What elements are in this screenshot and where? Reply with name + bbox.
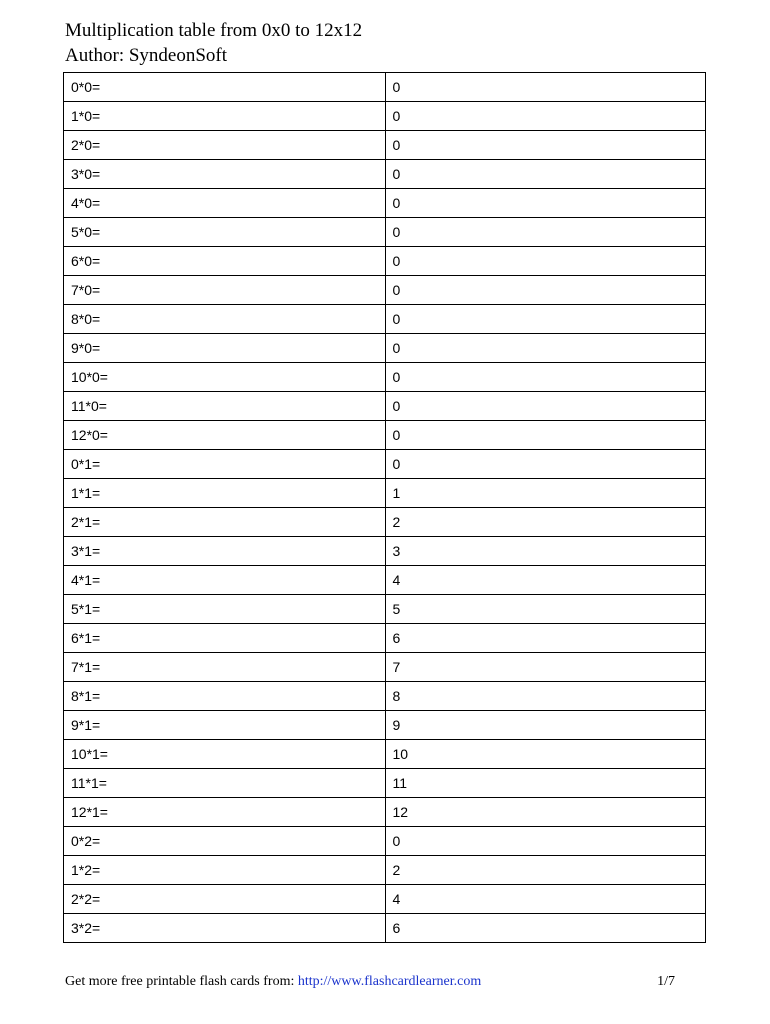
table-row xyxy=(64,160,706,189)
expression-cell: 11*1= xyxy=(64,769,386,798)
expression-cell: 4*0= xyxy=(64,189,386,218)
result-cell: 0 xyxy=(385,421,705,450)
expression-cell: 10*0= xyxy=(64,363,386,392)
table-row xyxy=(64,740,706,769)
footer-text: Get more free printable flash cards from: xyxy=(65,974,298,989)
result-cell: 8 xyxy=(385,682,705,711)
result-cell: 0 xyxy=(385,189,705,218)
table-row xyxy=(64,624,706,653)
table-row xyxy=(64,595,706,624)
result-cell: 0 xyxy=(385,73,705,102)
expression-cell: 5*0= xyxy=(64,218,386,247)
table-row xyxy=(64,421,706,450)
expression-cell: 0*0= xyxy=(64,73,386,102)
result-cell: 0 xyxy=(385,276,705,305)
table-row xyxy=(64,334,706,363)
table-row xyxy=(64,653,706,682)
expression-cell: 11*0= xyxy=(64,392,386,421)
expression-cell: 12*0= xyxy=(64,421,386,450)
expression-cell: 8*1= xyxy=(64,682,386,711)
result-cell: 7 xyxy=(385,653,705,682)
table-row xyxy=(64,218,706,247)
expression-cell: 0*1= xyxy=(64,450,386,479)
expression-cell: 7*0= xyxy=(64,276,386,305)
result-cell: 0 xyxy=(385,218,705,247)
expression-cell: 6*0= xyxy=(64,247,386,276)
expression-cell: 10*1= xyxy=(64,740,386,769)
table-row xyxy=(64,711,706,740)
footer-link[interactable]: http://www.flashcardlearner.com xyxy=(297,974,482,989)
table-row xyxy=(64,102,706,131)
table-row xyxy=(64,885,706,914)
table-row xyxy=(64,131,706,160)
document-author: Author: SyndeonSoft xyxy=(65,45,228,66)
result-cell: 0 xyxy=(385,392,705,421)
table-row xyxy=(64,247,706,276)
table-row xyxy=(64,305,706,334)
result-cell: 2 xyxy=(385,508,705,537)
table-row xyxy=(64,856,706,885)
multiplication-table xyxy=(63,72,706,943)
result-cell: 0 xyxy=(385,305,705,334)
expression-cell: 12*1= xyxy=(64,798,386,827)
result-cell: 3 xyxy=(385,537,705,566)
result-cell: 4 xyxy=(385,885,705,914)
table-row xyxy=(64,827,706,856)
result-cell: 6 xyxy=(385,624,705,653)
expression-cell: 6*1= xyxy=(64,624,386,653)
table-row xyxy=(64,392,706,421)
expression-cell: 5*1= xyxy=(64,595,386,624)
result-cell: 0 xyxy=(385,131,705,160)
table-row xyxy=(64,566,706,595)
table-row xyxy=(64,73,706,102)
result-cell: 0 xyxy=(385,450,705,479)
document-header xyxy=(65,18,362,68)
result-cell: 0 xyxy=(385,334,705,363)
expression-cell: 4*1= xyxy=(64,566,386,595)
table-row xyxy=(64,682,706,711)
expression-cell: 1*1= xyxy=(64,479,386,508)
table-row xyxy=(64,769,706,798)
result-cell: 0 xyxy=(385,160,705,189)
result-cell: 9 xyxy=(385,711,705,740)
result-cell: 0 xyxy=(385,247,705,276)
table-row xyxy=(64,479,706,508)
result-cell: 11 xyxy=(385,769,705,798)
result-cell: 6 xyxy=(385,914,705,943)
result-cell: 0 xyxy=(385,827,705,856)
page-number: 1/7 xyxy=(657,974,675,989)
expression-cell: 0*2= xyxy=(64,827,386,856)
table-row xyxy=(64,537,706,566)
expression-cell: 8*0= xyxy=(64,305,386,334)
expression-cell: 9*0= xyxy=(64,334,386,363)
result-cell: 0 xyxy=(385,363,705,392)
table-row xyxy=(64,189,706,218)
table-row xyxy=(64,508,706,537)
expression-cell: 1*0= xyxy=(64,102,386,131)
result-cell: 10 xyxy=(385,740,705,769)
result-cell: 5 xyxy=(385,595,705,624)
result-cell: 0 xyxy=(385,102,705,131)
result-cell: 4 xyxy=(385,566,705,595)
expression-cell: 9*1= xyxy=(64,711,386,740)
expression-cell: 2*0= xyxy=(64,131,386,160)
table-body xyxy=(64,73,706,943)
result-cell: 2 xyxy=(385,856,705,885)
expression-cell: 2*2= xyxy=(64,885,386,914)
table-row xyxy=(64,450,706,479)
expression-cell: 3*0= xyxy=(64,160,386,189)
document-title: Multiplication table from 0x0 to 12x12 xyxy=(65,20,363,41)
expression-cell: 3*2= xyxy=(64,914,386,943)
table-row xyxy=(64,798,706,827)
expression-cell: 2*1= xyxy=(64,508,386,537)
table-row xyxy=(64,363,706,392)
table-row xyxy=(64,914,706,943)
expression-cell: 7*1= xyxy=(64,653,386,682)
expression-cell: 1*2= xyxy=(64,856,386,885)
page-footer xyxy=(65,974,675,990)
result-cell: 1 xyxy=(385,479,705,508)
table-row xyxy=(64,276,706,305)
expression-cell: 3*1= xyxy=(64,537,386,566)
result-cell: 12 xyxy=(385,798,705,827)
